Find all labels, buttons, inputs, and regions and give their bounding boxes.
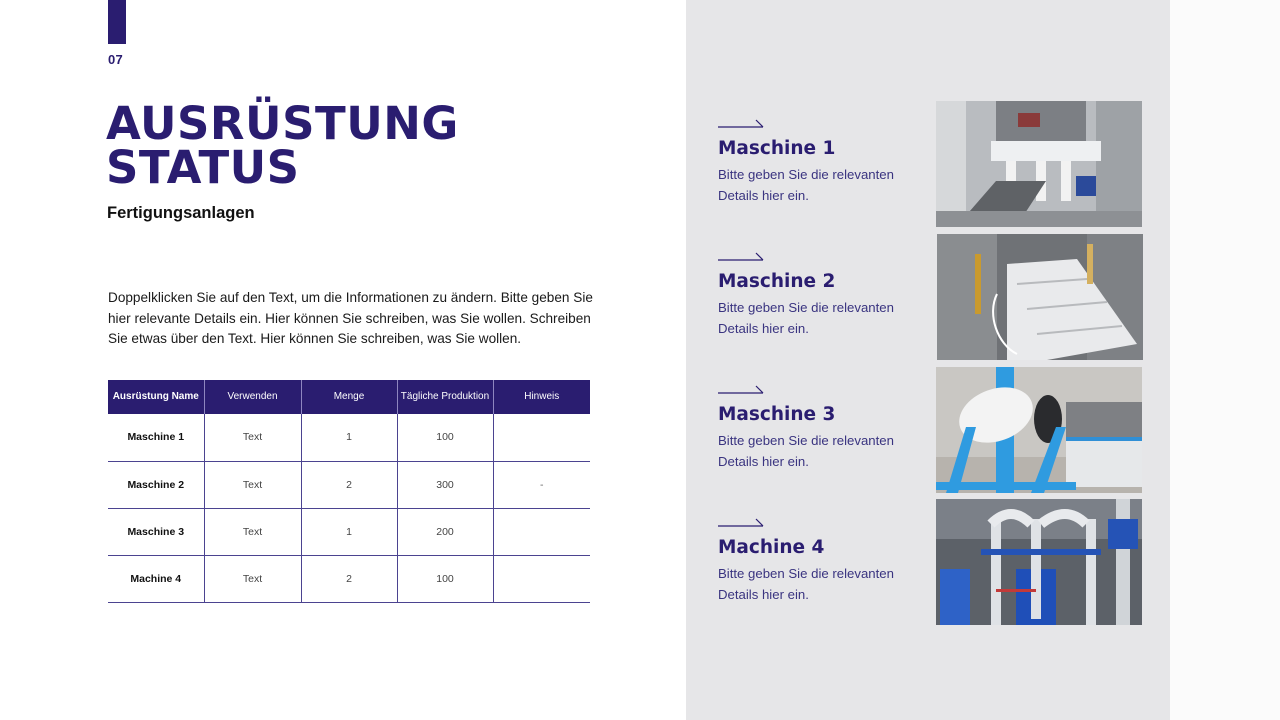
header-equipment-name: Ausrüstung Name — [108, 380, 204, 414]
page-title-line-2: STATUS — [106, 141, 300, 194]
cell-name[interactable]: Machine 4 — [108, 555, 204, 602]
page-subtitle: Fertigungsanlagen — [107, 204, 255, 222]
body-paragraph[interactable]: Doppelklicken Sie auf den Text, um die Informationen zu ändern. Bitte geben Sie hier relevante Details ein. Hier können Sie schreiben, was Sie wollen. Schreiben Sie etwas über den Text. Hier können Sie schreiben, was Sie wollen. — [108, 290, 593, 347]
cell-quantity[interactable]: 1 — [301, 508, 397, 555]
page-number: 07 — [108, 52, 124, 67]
machine-title[interactable]: Maschine 2 — [718, 271, 836, 292]
machine-description[interactable]: Bitte geben Sie die relevanten Details hier ein. — [718, 433, 894, 469]
table-row — [108, 461, 590, 508]
header-quantity: Menge — [301, 380, 397, 414]
cell-note[interactable] — [493, 555, 590, 602]
accent-bar — [108, 0, 126, 44]
cell-note[interactable]: - — [493, 461, 590, 508]
machine-title[interactable]: Maschine 3 — [718, 404, 836, 425]
page-edge — [1170, 0, 1280, 720]
machine-card-1 — [718, 118, 928, 206]
machine-description[interactable]: Bitte geben Sie die relevanten Details hier ein. — [718, 300, 894, 336]
table-header-row — [108, 380, 590, 414]
table-row — [108, 508, 590, 555]
cell-name[interactable]: Maschine 3 — [108, 508, 204, 555]
header-note: Hinweis — [493, 380, 590, 414]
header-daily-production: Tägliche Produktion — [397, 380, 493, 414]
machine-card-2 — [718, 251, 928, 339]
cell-name[interactable]: Maschine 2 — [108, 461, 204, 508]
machine-title[interactable]: Maschine 1 — [718, 138, 836, 159]
arrow-right-icon — [718, 251, 764, 261]
cell-daily-production[interactable]: 100 — [397, 555, 493, 602]
arrow-right-icon — [718, 118, 764, 128]
arrow-right-icon — [718, 384, 764, 394]
cell-quantity[interactable]: 2 — [301, 555, 397, 602]
coil-roller-machine-photo[interactable] — [936, 367, 1142, 493]
cell-name[interactable]: Maschine 1 — [108, 414, 204, 461]
cell-note[interactable] — [493, 414, 590, 461]
equipment-table — [108, 380, 590, 603]
machine-card-3 — [718, 384, 928, 472]
cell-use[interactable]: Text — [204, 508, 301, 555]
machine-card-4 — [718, 517, 928, 605]
cell-use[interactable]: Text — [204, 555, 301, 602]
cell-use[interactable]: Text — [204, 461, 301, 508]
mask-production-line-photo[interactable] — [937, 234, 1143, 360]
machine-title[interactable]: Machine 4 — [718, 537, 825, 558]
page-title — [106, 97, 459, 194]
pipe-pump-system-photo[interactable] — [936, 499, 1142, 625]
machine-description[interactable]: Bitte geben Sie die relevanten Details hier ein. — [718, 566, 894, 602]
cell-daily-production[interactable]: 100 — [397, 414, 493, 461]
packaging-machine-photo[interactable] — [936, 101, 1142, 227]
cell-daily-production[interactable]: 300 — [397, 461, 493, 508]
header-use: Verwenden — [204, 380, 301, 414]
cell-use[interactable]: Text — [204, 414, 301, 461]
cell-daily-production[interactable]: 200 — [397, 508, 493, 555]
cell-note[interactable] — [493, 508, 590, 555]
arrow-right-icon — [718, 517, 764, 527]
cell-quantity[interactable]: 2 — [301, 461, 397, 508]
table-row — [108, 555, 590, 602]
cell-quantity[interactable]: 1 — [301, 414, 397, 461]
page-title-line-1: AUSRÜSTUNG — [106, 97, 459, 150]
machine-description[interactable]: Bitte geben Sie die relevanten Details hier ein. — [718, 167, 894, 203]
table-row — [108, 414, 590, 461]
